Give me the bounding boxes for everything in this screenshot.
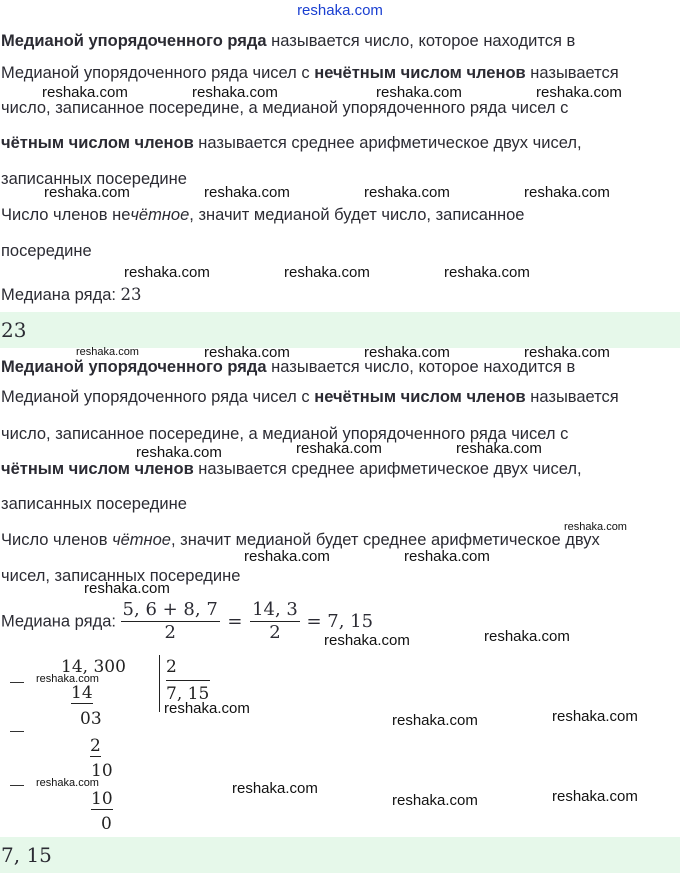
watermark: reshaka.com (42, 84, 128, 101)
watermark: reshaka.com (524, 184, 610, 201)
definition-line-3: число, записанное посередине, а медианой упорядоченного ряда чисел с (1, 99, 569, 117)
definition-line-2 (1, 63, 619, 83)
members-line-1b (1, 530, 600, 550)
definition-line-2b (1, 387, 619, 407)
fraction-numerator: 5, 6 + 8, 7 (122, 599, 218, 620)
fraction-total (250, 599, 300, 644)
division-bar-vertical (159, 655, 160, 712)
watermark: reshaka.com (392, 712, 478, 729)
definition-text: называется число, которое находится в (266, 32, 576, 50)
median-label: Медиана ряда: (1, 286, 121, 304)
watermark: reshaka.com (392, 792, 478, 809)
division-bar-horizontal (166, 680, 210, 681)
equals-sign: = (227, 610, 243, 632)
watermark: reshaka.com (296, 440, 382, 457)
answer-box-1: 23 (0, 312, 680, 348)
watermark: reshaka.com (124, 264, 210, 281)
watermark: reshaka.com (364, 184, 450, 201)
definition-line-4b (1, 459, 582, 479)
watermark: reshaka.com (204, 184, 290, 201)
watermark: reshaka.com (36, 673, 99, 685)
definition-text: называется число, которое находится в (266, 358, 576, 376)
division-divisor: 2 (166, 657, 177, 677)
watermark: reshaka.com (232, 780, 318, 797)
division-step3: 10 (91, 789, 113, 809)
watermark: reshaka.com (164, 700, 250, 717)
division-remainder2: 10 (91, 761, 113, 781)
watermark: reshaka.com (244, 548, 330, 565)
definition-text: называется среднее арифметическое двух чисел, (193, 460, 582, 478)
watermark: reshaka.com (84, 580, 170, 597)
term-median: Медианой упорядоченного ряда (1, 358, 267, 376)
definition-line-5b: записанных посередине (1, 495, 187, 513)
members-line-1 (1, 205, 524, 225)
watermark: reshaka.com (192, 84, 278, 101)
watermark: reshaka.com (456, 440, 542, 457)
watermark: reshaka.com (36, 777, 99, 789)
site-header-link[interactable]: reshaka.com (297, 2, 383, 19)
median-result: = 7, 15 (306, 610, 374, 632)
members-italic: чётное (112, 531, 171, 549)
definition-line-1 (1, 31, 575, 51)
division-step2: 2 (90, 736, 101, 756)
watermark: reshaka.com (204, 344, 290, 361)
watermark: reshaka.com (524, 344, 610, 361)
members-text: , значит медианой будет число, записанное (189, 206, 525, 224)
median-value: 23 (120, 285, 142, 304)
definition-text: называется среднее арифметическое двух чисел, (193, 134, 582, 152)
minus-sign: — (10, 673, 24, 689)
watermark: reshaka.com (484, 628, 570, 645)
definition-text: Медианой упорядоченного ряда чисел с (1, 64, 315, 82)
term-even: чётным числом членов (1, 134, 194, 152)
fraction-numerator: 14, 3 (252, 599, 298, 620)
term-odd: нечётным числом членов (314, 388, 526, 406)
division-dividend: 14, 300 (61, 657, 126, 677)
division-remainder3: 0 (101, 814, 112, 834)
watermark: reshaka.com (376, 84, 462, 101)
watermark: reshaka.com (552, 788, 638, 805)
definition-line-3b: число, записанное посередине, а медианой упорядоченного ряда чисел с (1, 425, 569, 443)
term-median: Медианой упорядоченного ряда (1, 32, 267, 50)
watermark: reshaka.com (364, 344, 450, 361)
watermark: reshaka.com (564, 521, 627, 533)
division-step1: 14 (71, 683, 93, 703)
division-remainder1: 03 (80, 709, 102, 729)
members-text: Число членов не (1, 206, 131, 224)
watermark: reshaka.com (44, 184, 130, 201)
members-text: Число членов (1, 531, 113, 549)
definition-line-5: записанных посередине (1, 170, 187, 188)
definition-text: называется (525, 64, 619, 82)
answer-box-2: 7, 15 (0, 837, 680, 873)
members-line-2: посередине (1, 242, 92, 260)
watermark: reshaka.com (404, 548, 490, 565)
division-quotient: 7, 15 (166, 684, 210, 704)
fraction-denominator: 2 (250, 621, 300, 644)
definition-text: Медианой упорядоченного ряда чисел с (1, 388, 315, 406)
watermark: reshaka.com (136, 444, 222, 461)
minus-sign: — (10, 776, 24, 792)
members-line-2b: чисел, записанных посередине (1, 567, 241, 585)
members-italic: чётное (130, 206, 190, 224)
term-odd: нечётным числом членов (314, 64, 526, 82)
minus-sign: — (10, 722, 24, 738)
watermark: reshaka.com (536, 84, 622, 101)
term-even: чётным числом членов (1, 460, 194, 478)
members-text: , значит медианой будет среднее арифметическое двух (170, 531, 600, 549)
watermark: reshaka.com (552, 708, 638, 725)
median-line-1 (1, 285, 142, 305)
definition-line-4 (1, 133, 582, 153)
median-formula (1, 599, 373, 644)
median-label: Медиана ряда: (1, 612, 121, 631)
watermark: reshaka.com (76, 346, 139, 358)
watermark: reshaka.com (284, 264, 370, 281)
fraction-sum (121, 599, 220, 644)
watermark: reshaka.com (324, 632, 410, 649)
watermark: reshaka.com (444, 264, 530, 281)
definition-text: называется (525, 388, 619, 406)
fraction-denominator: 2 (121, 621, 220, 644)
